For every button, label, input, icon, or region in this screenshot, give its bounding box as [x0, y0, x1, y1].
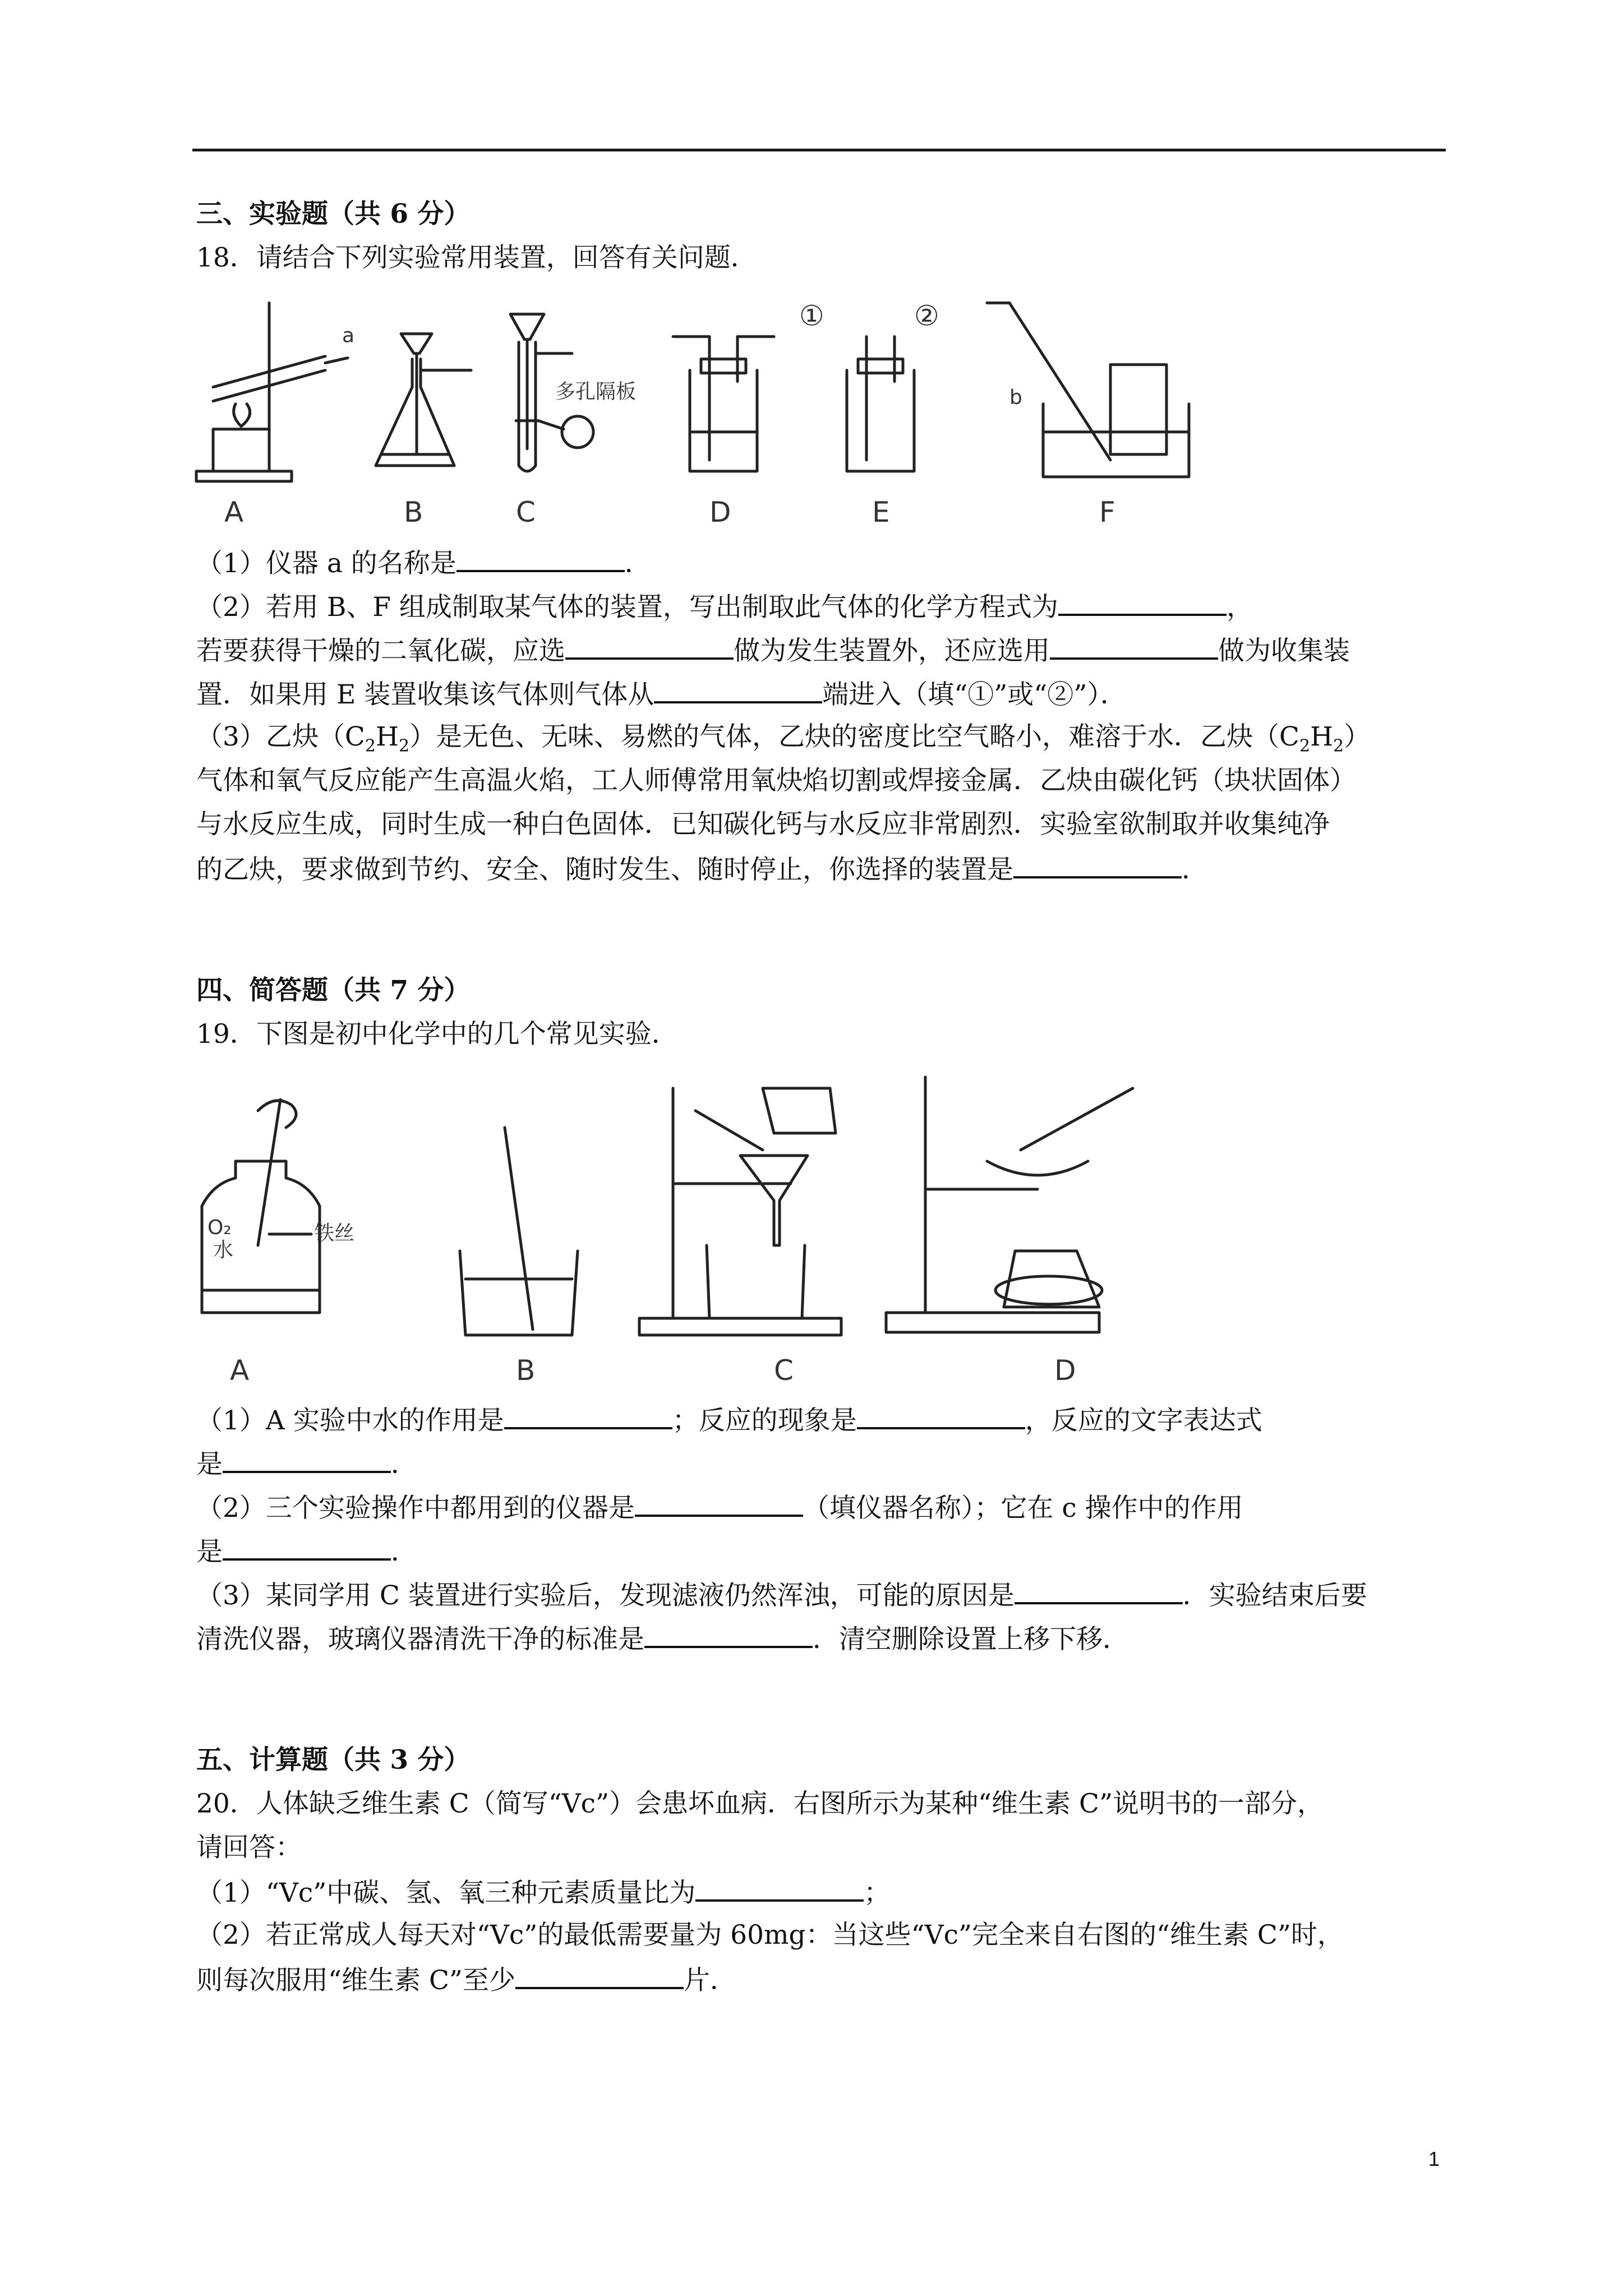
q18-part3-line1: （3）乙炔$(C_2H_2)$是无色、无味、易燃的气体，乙炔的密度比空气略小，难溶于水．乙炔$(C_2H_2)$	[196, 721, 1371, 756]
q19-part3-line2: 清洗仪器，玻璃仪器清洗干净的标准是 ．清空删除设置上移下移．	[196, 1621, 1129, 1657]
q18-apparatus-figure	[191, 292, 1200, 533]
q19-part2-line2: 是 ．	[196, 1534, 417, 1569]
q19-stem: 19．下图是初中化学中的几个常见实验．	[196, 1019, 678, 1050]
answer-blank[interactable]	[457, 545, 625, 572]
q19-part1-line2: 是 ．	[196, 1446, 417, 1481]
q18-part2-line2: 若要获得干燥的二氧化碳，应选 做为发生装置外，还应选用 做为收集装	[196, 633, 1350, 668]
answer-blank[interactable]	[565, 633, 734, 660]
q19-part3-line1: （3）某同学用 C 装置进行实验后，发现滤液仍然浑浊，可能的原因是 ．实验结束后要	[196, 1577, 1367, 1613]
fig-label-c: C	[774, 1354, 794, 1387]
answer-blank[interactable]	[515, 1962, 684, 1989]
q20-part2-line1: （2）若正常成人每天对“Vc”的最低需要量为 60mg：当这些“Vc”完全来自右图的“维生素 C”时，	[196, 1920, 1344, 1950]
q18-part3-line2: 气体和氧气反应能产生高温火焰，工人师傅常用氧炔焰切割或焊接金属．乙炔由碳化钙（块状固体）	[196, 765, 1356, 796]
q20-part2-line2: 则每次服用“维生素 C”至少 片．	[196, 1962, 736, 1998]
porous-plate-text: 多孔隔板	[555, 380, 637, 403]
q18-part2-line3: 置．如果用 E 装置收集该气体则气体从 端进入（填“①”或“②”）．	[196, 677, 1127, 712]
answer-blank[interactable]	[635, 1490, 803, 1517]
apparatus-a-drawing	[196, 303, 348, 481]
q18-part1: （1）仪器 a 的名称是 ．	[196, 545, 651, 581]
q19-experiments-figure	[191, 1066, 1178, 1391]
q19-part1-line1: （1）A 实验中水的作用是 ；反应的现象是 ，反应的文字表达式	[196, 1402, 1262, 1438]
q18-part2-line1: （2）若用 B、F 组成制取某气体的装置，写出制取此气体的化学方程式为 ，	[196, 589, 1253, 624]
q18-part3-line3: 与水反应生成，同时生成一种白色固体．已知碳化钙与水反应非常剧烈．实验室欲制取并收集纯净	[196, 809, 1330, 840]
fig-label-d: D	[1054, 1354, 1076, 1387]
section-heading-5: 五、计算题（共 3 分）	[196, 1745, 471, 1775]
fig-label-a: A	[230, 1354, 250, 1387]
label-b-text: b	[1009, 386, 1022, 409]
q19-part2-line1: （2）三个实验操作中都用到的仪器是 （填仪器名称）；它在 c 操作中的作用	[196, 1490, 1243, 1525]
answer-blank[interactable]	[644, 1621, 813, 1648]
page-number: 1	[1428, 2147, 1440, 2170]
answer-blank[interactable]	[223, 1446, 391, 1473]
experiment-d-drawing	[886, 1077, 1133, 1332]
section-heading-4: 四、简答题（共 7 分）	[196, 975, 471, 1006]
answer-blank[interactable]	[1058, 589, 1227, 616]
q18-stem: 18．请结合下列实验常用装置，回答有关问题．	[196, 242, 757, 273]
fig-label-e: E	[872, 496, 890, 528]
fig-label-a: A	[224, 496, 244, 528]
fig-label-b: B	[516, 1354, 536, 1387]
e-port-1-text: ①	[799, 300, 824, 332]
answer-blank[interactable]	[654, 677, 822, 703]
apparatus-d-drawing	[673, 337, 774, 471]
fig-label-d: D	[709, 496, 731, 528]
answer-blank[interactable]	[857, 1402, 1025, 1429]
fig-label-f: F	[1099, 496, 1115, 528]
water-text: 水	[213, 1239, 234, 1262]
label-a-text: a	[342, 324, 355, 347]
experiment-a-drawing	[202, 1099, 320, 1313]
iron-wire-text: 铁丝	[314, 1222, 355, 1245]
q20-part1: （1）“Vc”中碳、氢、氧三种元素质量比为 ；	[196, 1875, 890, 1910]
fig-label-b: B	[404, 496, 423, 528]
apparatus-b-drawing	[376, 334, 471, 466]
o2-text: O₂	[208, 1216, 232, 1239]
e-port-2-text: ②	[914, 300, 939, 332]
q20-line2: 请回答：	[196, 1832, 302, 1863]
q18-part3-line4: 的乙炔，要求做到节约、安全、随时发生、随时停止，你选择的装置是 ．	[196, 852, 1208, 887]
answer-blank[interactable]	[1050, 633, 1218, 660]
fig-label-c: C	[516, 496, 536, 528]
answer-blank[interactable]	[695, 1875, 864, 1902]
header-rule	[192, 149, 1446, 151]
answer-blank[interactable]	[223, 1534, 391, 1561]
apparatus-e-drawing	[847, 337, 914, 471]
q20-line1: 20．人体缺乏维生素 C（简写“Vc”）会患坏血病．右图所示为某种“维生素 C”说明书的一部分，	[196, 1788, 1324, 1819]
answer-blank[interactable]	[1013, 852, 1182, 878]
experiment-b-drawing	[460, 1128, 578, 1335]
answer-blank[interactable]	[1015, 1577, 1183, 1604]
section-heading-3: 三、实验题（共 6 分）	[196, 199, 471, 229]
answer-blank[interactable]	[504, 1402, 672, 1429]
experiment-c-drawing	[639, 1088, 841, 1335]
